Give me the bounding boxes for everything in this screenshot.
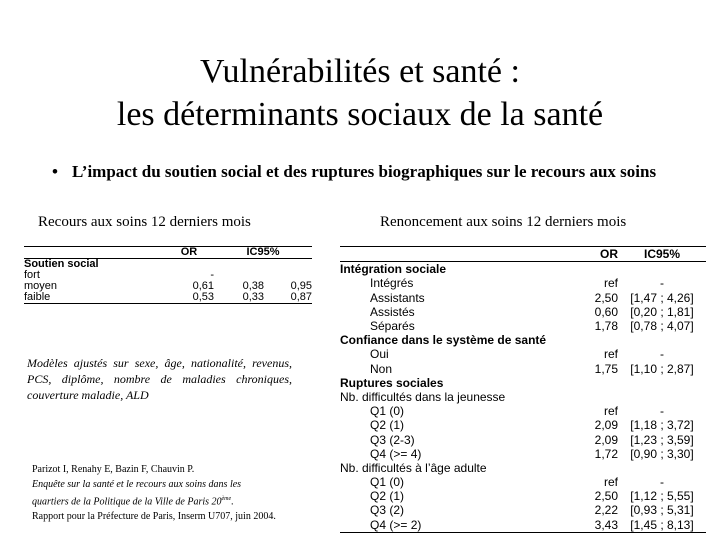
slide-title bbox=[0, 50, 720, 136]
header-cell: OR bbox=[576, 247, 618, 262]
table-header-row bbox=[24, 247, 312, 259]
or-value: ref bbox=[603, 347, 618, 362]
row-label: Nb. difficultés dans la jeunesse bbox=[340, 389, 506, 404]
ic-value: [1,18 ; 3,72] bbox=[630, 418, 694, 433]
row-label: Q4 (>= 4) bbox=[370, 446, 422, 461]
ic-value: [1,47 ; 4,26] bbox=[630, 290, 694, 305]
table-row bbox=[340, 432, 706, 446]
or-value: ref bbox=[603, 404, 618, 419]
or-value bbox=[576, 376, 618, 390]
table-row bbox=[340, 347, 706, 361]
or-value: 2,09 bbox=[594, 418, 618, 433]
ic-value: - bbox=[660, 404, 664, 419]
or-value: - bbox=[210, 269, 214, 281]
bullet-point bbox=[52, 162, 702, 181]
row-label: Q2 (1) bbox=[370, 489, 405, 504]
table-row bbox=[340, 475, 706, 489]
row-label: Non bbox=[370, 361, 393, 376]
table-header-row bbox=[340, 247, 706, 262]
table-row bbox=[340, 319, 706, 333]
or-value: 2,22 bbox=[594, 503, 618, 518]
row-label: Q1 (0) bbox=[370, 475, 405, 490]
or-value: 2,50 bbox=[594, 489, 618, 504]
ic-value: [0,20 ; 1,81] bbox=[630, 304, 694, 319]
row-label: Confiance dans le système de santé bbox=[340, 333, 547, 348]
row-label: fort bbox=[24, 269, 40, 281]
ic-value bbox=[618, 461, 706, 475]
row-label: Oui bbox=[370, 347, 389, 362]
header-cell: IC95% bbox=[618, 247, 706, 262]
or-value: 0,61 bbox=[192, 280, 214, 292]
or-value: 3,43 bbox=[576, 518, 618, 533]
table-row bbox=[24, 281, 312, 292]
ic-value: [1,10 ; 2,87] bbox=[630, 361, 694, 376]
table-row bbox=[24, 270, 312, 281]
left-subtitle: Recours aux soins 12 derniers mois bbox=[38, 214, 251, 230]
or-value: 1,72 bbox=[594, 446, 618, 461]
ic-high: 0,87 bbox=[264, 292, 312, 304]
table-section-row bbox=[24, 259, 312, 271]
or-value bbox=[576, 262, 618, 277]
reference-text: . bbox=[231, 496, 234, 508]
renoncement-table bbox=[340, 246, 706, 533]
right-table-container bbox=[340, 246, 706, 533]
row-label: Assistants bbox=[370, 290, 425, 305]
table-section-row bbox=[340, 262, 706, 277]
table-section-row bbox=[340, 333, 706, 347]
row-label: Q2 (1) bbox=[370, 418, 405, 433]
reference-line: Parizot I, Renahy E, Bazin F, Chauvin P. bbox=[32, 464, 195, 475]
header-cell bbox=[340, 247, 576, 262]
row-label: Q1 (0) bbox=[370, 404, 405, 419]
ic-value bbox=[618, 262, 706, 277]
section-label: Soutien social bbox=[24, 258, 99, 270]
or-value: ref bbox=[603, 276, 618, 291]
ic-value: [0,90 ; 3,30] bbox=[630, 446, 694, 461]
row-label: Q3 (2) bbox=[370, 503, 405, 518]
bullet-icon: • bbox=[52, 162, 58, 181]
ic-value: - bbox=[660, 475, 664, 490]
table-row bbox=[340, 305, 706, 319]
row-label: Assistés bbox=[370, 304, 415, 319]
soutien-social-table bbox=[24, 246, 312, 304]
ic-value: [1,23 ; 3,59] bbox=[630, 432, 694, 447]
reference-line: Enquête sur la santé et le recours aux soins dans les bbox=[32, 479, 242, 490]
title-line-2: les déterminants sociaux de la santé bbox=[116, 96, 604, 133]
ic-low: 0,38 bbox=[242, 280, 264, 292]
ic-value bbox=[618, 376, 706, 390]
table-section-row bbox=[340, 376, 706, 390]
ic-value: [1,45 ; 8,13] bbox=[618, 518, 706, 533]
or-value: 1,78 bbox=[594, 319, 618, 334]
ic-high: 0,95 bbox=[290, 280, 312, 292]
table-row bbox=[340, 418, 706, 432]
reference-line: Rapport pour la Préfecture de Paris, Inserm U707, juin 2004. bbox=[32, 511, 276, 523]
right-subtitle: Renoncement aux soins 12 derniers mois bbox=[380, 214, 627, 230]
reference-superscript: ème bbox=[221, 496, 232, 502]
model-note: Modèles ajustés sur sexe, âge, nationalité, revenus, PCS, diplôme, nombre de maladies chroniques, couverture maladie, ALD bbox=[27, 356, 292, 402]
or-value bbox=[576, 390, 618, 404]
table-row bbox=[340, 291, 706, 305]
or-value: 0,60 bbox=[594, 304, 618, 319]
or-value: ref bbox=[603, 475, 618, 490]
header-cell: IC95% bbox=[214, 247, 312, 259]
row-label: Nb. difficultés à l’âge adulte bbox=[340, 460, 487, 475]
ic-value bbox=[618, 333, 706, 347]
ic-value bbox=[618, 390, 706, 404]
or-value: 0,53 bbox=[164, 292, 214, 304]
or-value: 2,09 bbox=[594, 432, 618, 447]
row-label: Q4 (>= 2) bbox=[340, 518, 576, 533]
row-label: faible bbox=[24, 292, 164, 304]
table-row bbox=[340, 276, 706, 290]
ic-value: [0,93 ; 5,31] bbox=[630, 503, 694, 518]
table-section-row bbox=[340, 390, 706, 404]
reference-text: quartiers de la Politique de la Ville de Paris 20 bbox=[32, 496, 222, 508]
row-label: Q3 (2-3) bbox=[370, 432, 415, 447]
table-row bbox=[340, 489, 706, 503]
row-label: Intégrés bbox=[370, 276, 414, 291]
row-label: moyen bbox=[24, 280, 58, 292]
title-line-1: Vulnérabilités et santé : bbox=[200, 53, 520, 90]
table-row bbox=[340, 518, 706, 533]
table-row bbox=[340, 447, 706, 461]
ic-value: [1,12 ; 5,55] bbox=[630, 489, 694, 504]
or-value: 2,50 bbox=[594, 290, 618, 305]
row-label: Intégration sociale bbox=[340, 262, 447, 277]
table-row bbox=[24, 292, 312, 304]
or-value: 1,75 bbox=[594, 361, 618, 376]
reference-line bbox=[32, 492, 332, 509]
table-row bbox=[340, 362, 706, 376]
ic-value: [0,78 ; 4,07] bbox=[630, 319, 694, 334]
bullet-text: L’impact du soutien social et des ruptures biographiques sur le recours aux soins bbox=[72, 162, 657, 181]
row-label: Séparés bbox=[370, 319, 415, 334]
or-value bbox=[576, 461, 618, 475]
header-cell: OR bbox=[164, 247, 214, 259]
table-row bbox=[340, 404, 706, 418]
header-cell bbox=[24, 247, 164, 259]
left-table-container bbox=[24, 246, 312, 304]
reference bbox=[32, 462, 332, 524]
table-row bbox=[340, 503, 706, 517]
row-label: Ruptures sociales bbox=[340, 375, 444, 390]
table-section-row bbox=[340, 461, 706, 475]
or-value bbox=[576, 333, 618, 347]
ic-value: - bbox=[660, 276, 664, 291]
ic-low: 0,33 bbox=[214, 292, 264, 304]
ic-value: - bbox=[660, 347, 664, 362]
